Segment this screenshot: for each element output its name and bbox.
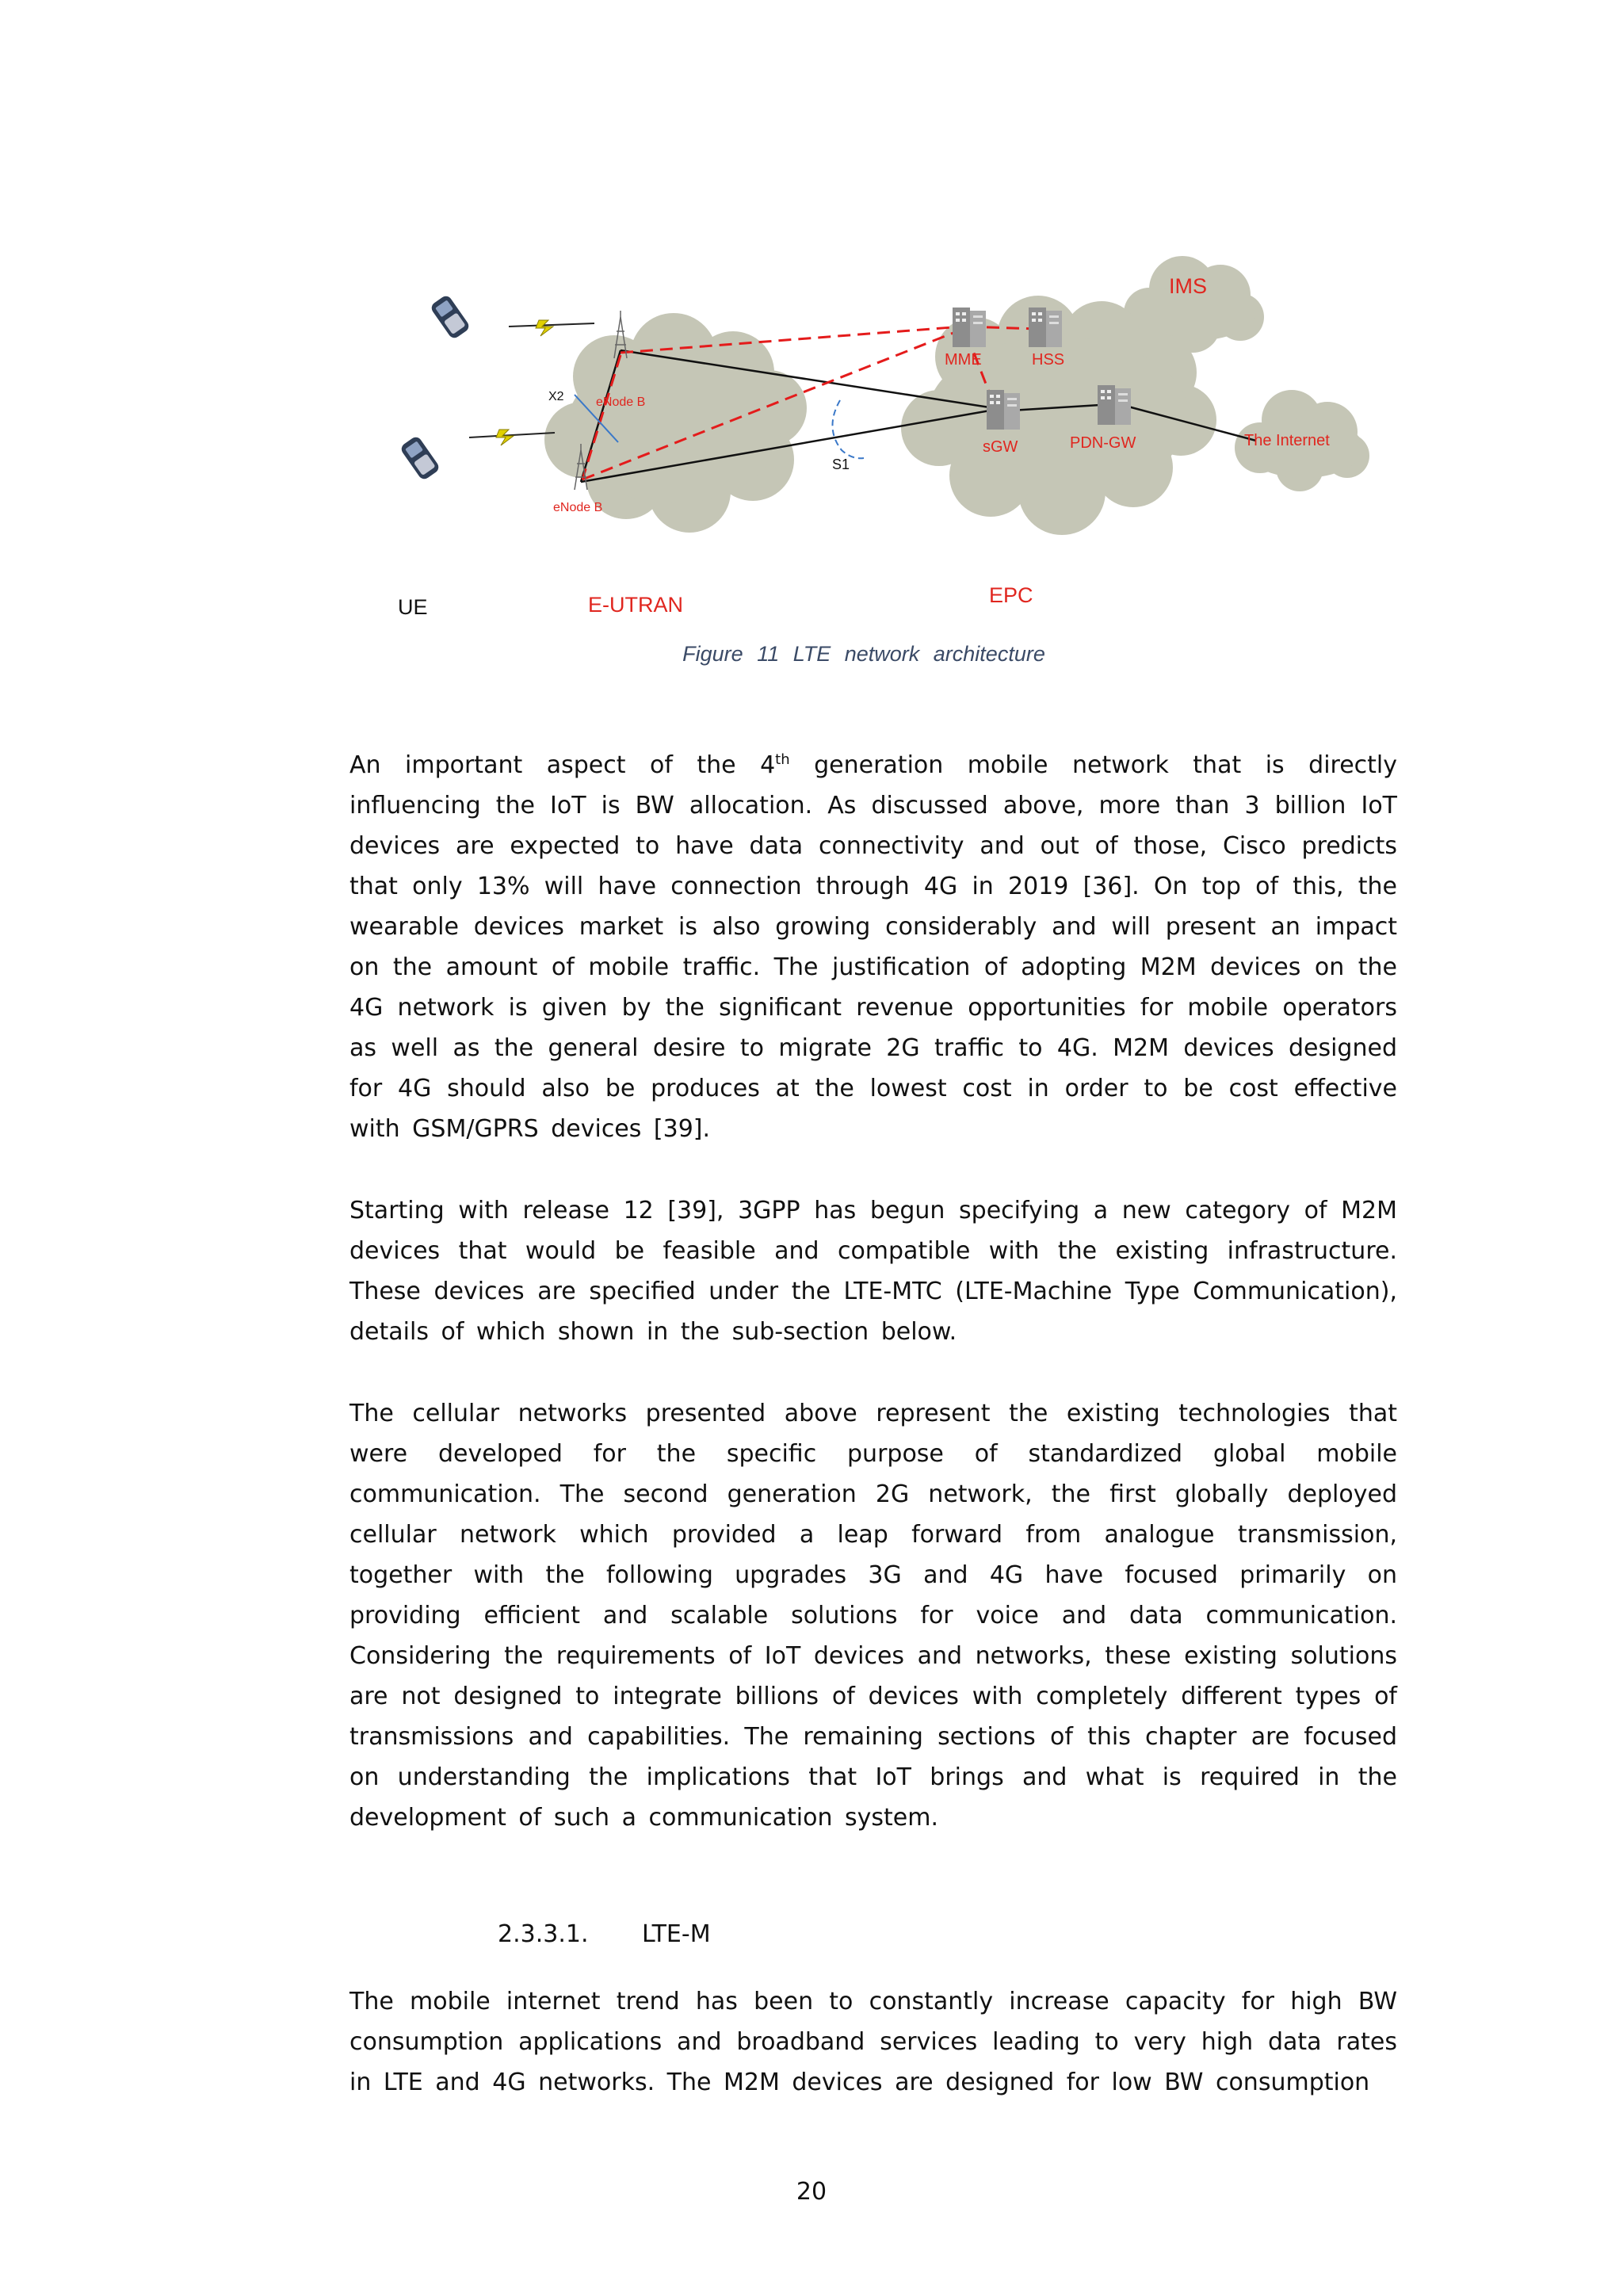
internet-label: The Internet [1244,432,1330,449]
eutran-cloud [544,313,807,533]
hss-server-icon [1029,308,1062,347]
sgw-label: sGW [983,438,1018,456]
ims-label: IMS [1169,274,1208,298]
superscript-th: th [775,751,790,768]
wireless-link-bottom [469,430,555,445]
section-heading [498,1920,711,1948]
x2-label: X2 [548,390,564,403]
paragraph-2: Starting with release 12 [39], 3GPP has begun specifying a new category of M2M devices that would be feasible and compatible with the existing infrastructure. These devices are specified under the LTE-MTC (LTE-Machine Type Communication), details of which shown in the sub-section below. [349,1197,1397,1346]
paragraph-3: The cellular networks presented above represent the existing technologies that were developed for the specific purpose of standardized global mobile communication. The second generation 2G network, the first globally deployed cellular network which provided a leap forward from analogue transmission, together with the following upgrades 3G and 4G have focused primarily on providing efficient and scalable solutions for voice and data communication. Considering the requirements of IoT devices and networks, these existing solutions are not designed to integrate billions of devices with completely different types of transmissions and capabilities. The remaining sections of this chapter are focused on understanding the implications that IoT brings and what is required in the development of such a communication system. [349,1400,1397,1832]
ue-phone-top-icon [430,294,472,341]
section-title: LTE-M [642,1920,711,1948]
lte-architecture-diagram [341,238,1387,682]
eutran-label: E-UTRAN [588,593,683,617]
ue-label: UE [398,595,428,619]
sgw-server-icon [987,390,1020,430]
wireless-link-top [509,320,594,336]
enodeb-bottom-label: eNode B [553,501,603,514]
epc-label: EPC [989,583,1033,607]
mme-label: MME [945,351,982,369]
paragraph-4: The mobile internet trend has been to constantly increase capacity for high BW consumption applications and broadband services leading to very high data rates in LTE and 4G networks. The M2M devices are designed for low BW consumption [349,1988,1397,2096]
page-number: 20 [796,2178,827,2206]
paragraph-1-text-a: An important aspect of the 4 [349,751,776,779]
hss-label: HSS [1032,351,1065,369]
pdn-gw-label: PDN-GW [1070,434,1136,452]
paragraph-1 [349,745,1397,1149]
section-number: 2.3.3.1. [498,1920,589,1948]
s1-label: S1 [832,457,850,472]
ue-phone-bottom-icon [399,435,441,482]
lte-architecture-figure [341,238,1387,682]
mme-server-icon [953,308,986,347]
enodeb-top-label: eNode B [596,395,646,409]
s1-interface-arc [832,400,864,458]
paragraph-1-text-b: generation mobile network that is directly influencing the IoT is BW allocation. As discussed above, more than 3 billion IoT devices are expected to have data connectivity and out of those, Cisco predicts that only 13% will have connection through 4G in 2019 [36]. On top of this, the wearable devices market is also growing considerably and will present an impact on the amount of mobile traffic. The justification of adopting M2M devices on the 4G network is given by the significant revenue opportunities for mobile operators as well as the general desire to migrate 2G traffic to 4G. M2M devices designed for 4G should also be produces at the lowest cost in order to be cost effective with GSM/GPRS devices [39]. [349,751,1398,1143]
pdngw-server-icon [1098,385,1131,425]
figure-caption: Figure 11 LTE network architecture [682,642,1045,666]
